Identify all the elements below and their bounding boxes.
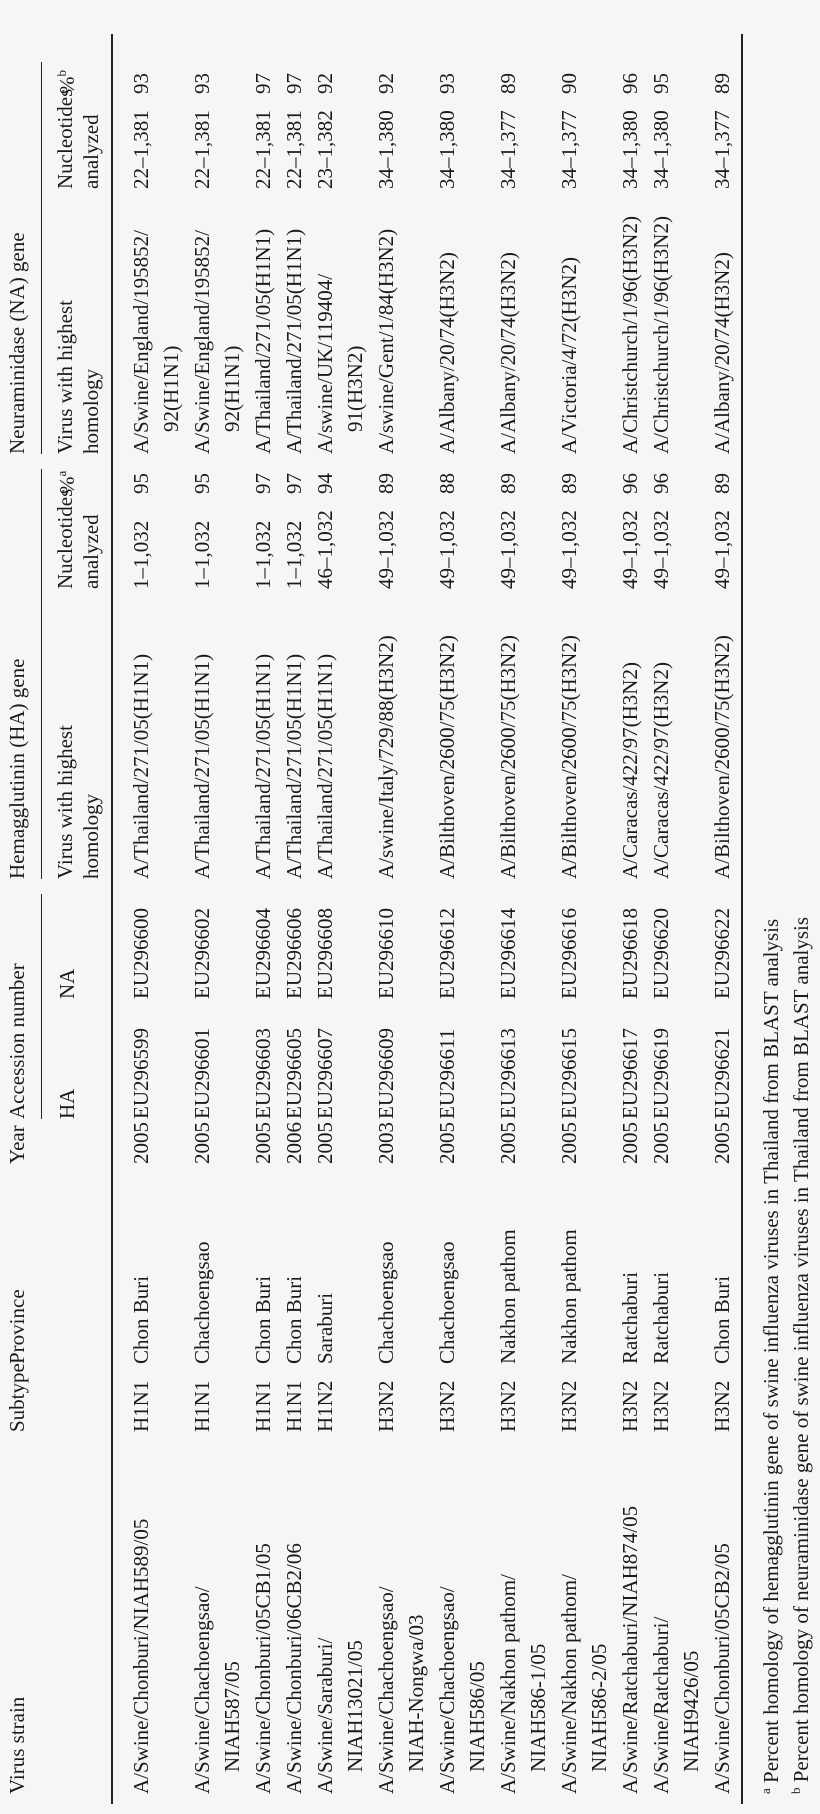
cell-line: A/Swine/Chonburi/NIAH589/05 xyxy=(129,1518,153,1794)
cell-na-acc: EU296600 xyxy=(129,908,153,999)
spanner-rule-na xyxy=(41,62,42,454)
cell-line: A/Victoria/4/72(H3N2) xyxy=(557,256,581,454)
cell-na-acc: EU296606 xyxy=(282,908,306,999)
cell-na-virus xyxy=(646,216,676,454)
cell-strain xyxy=(646,1617,706,1794)
cell-line: A/swine/UK/119404/ xyxy=(313,273,337,454)
cell-na-acc: EU296612 xyxy=(435,908,459,999)
cell-ha-acc: EU296619 xyxy=(649,1028,673,1119)
cell-line: A/Bilthoven/2600/75(H3N2) xyxy=(710,635,734,879)
cell-subtype: H3N2 xyxy=(557,1380,581,1432)
cell-na-pct: 97 xyxy=(251,73,275,94)
cell-ha-pct: 89 xyxy=(557,473,581,494)
cell-strain xyxy=(615,1506,645,1794)
cell-line: A/Thailand/271/05(H1N1) xyxy=(282,653,306,879)
cell-province: Chachoengsao xyxy=(435,1241,459,1364)
cell-subtype: H1N1 xyxy=(190,1380,214,1432)
cell-ha-nuc: 49–1,032 xyxy=(496,510,520,589)
cell-ha-nuc: 49–1,032 xyxy=(649,510,673,589)
cell-na-nuc: 34–1,380 xyxy=(374,110,398,189)
cell-na-virus xyxy=(371,229,401,454)
cell-na-pct: 92 xyxy=(313,73,337,94)
cell-na-acc: EU296620 xyxy=(649,908,673,999)
cell-line: A/swine/Gent/1/84(H3N2) xyxy=(374,228,398,454)
cell-line: A/Swine/England/195852/ xyxy=(129,230,153,454)
header-na-virus xyxy=(52,300,104,454)
cell-ha-pct: 89 xyxy=(496,473,520,494)
cell-province: Chachoengsao xyxy=(374,1241,398,1364)
cell-na-pct: 89 xyxy=(710,73,734,94)
cell-ha-virus xyxy=(126,654,156,879)
cell-na-nuc: 22–1,381 xyxy=(129,110,153,189)
cell-line: A/Caracas/422/97(H3N2) xyxy=(618,662,642,879)
cell-province: Chon Buri xyxy=(251,1275,275,1364)
cell-na-virus xyxy=(493,252,523,454)
cell-line: A/swine/Italy/729/88(H3N2) xyxy=(374,635,398,879)
table-row xyxy=(613,0,643,1814)
cell-ha-virus xyxy=(187,654,217,879)
cell-ha-pct: 96 xyxy=(649,473,673,494)
cell-line: A/Swine/Nakhon pathom/ xyxy=(496,1574,520,1794)
cell-line: NIAH587/05 xyxy=(220,1661,244,1772)
cell-ha-acc: EU296607 xyxy=(313,1028,337,1119)
cell-year: 2005 xyxy=(435,1122,459,1164)
cell-line: NIAH586-2/05 xyxy=(587,1643,611,1772)
cell-na-acc: EU296604 xyxy=(251,908,275,999)
cell-line: A/Swine/Ratchaburi/NIAH874/05 xyxy=(618,1505,642,1794)
cell-na-nuc: 22–1,381 xyxy=(190,110,214,189)
cell-subtype: H1N1 xyxy=(129,1380,153,1432)
cell-province: Nakhon pathom xyxy=(557,1229,581,1364)
cell-line: A/Swine/England/195852/ xyxy=(190,230,214,454)
cell-line: A/Thailand/271/05(H1N1) xyxy=(129,653,153,879)
cell-ha-virus xyxy=(432,635,462,879)
cell-province: Ratchaburi xyxy=(649,1271,673,1364)
cell-na-virus xyxy=(554,257,584,454)
footnote-text: Percent homology of hemagglutinin gene of swine influenza viruses in Thailand from BLAST analysis xyxy=(759,918,783,1783)
table-row xyxy=(644,0,704,1814)
cell-ha-pct: 96 xyxy=(618,473,642,494)
header-na-accession: NA xyxy=(55,968,79,999)
cell-line: A/Christchurch/1/96(H3N2) xyxy=(649,216,673,454)
table-row xyxy=(369,0,429,1814)
cell-strain xyxy=(707,1543,737,1794)
header-subtype: Subtype xyxy=(5,1363,29,1432)
cell-province: Chon Buri xyxy=(129,1275,153,1364)
cell-line: NIAH586/05 xyxy=(465,1661,489,1772)
cell-na-pct: 93 xyxy=(435,73,459,94)
cell-na-virus xyxy=(248,229,278,454)
cell-na-nuc: 34–1,380 xyxy=(618,110,642,189)
header-ha-percent xyxy=(52,471,82,494)
cell-na-nuc: 34–1,377 xyxy=(557,110,581,189)
header-rule xyxy=(111,34,113,1804)
cell-ha-pct: 89 xyxy=(374,473,398,494)
cell-ha-virus xyxy=(707,635,737,879)
cell-year: 2005 xyxy=(251,1122,275,1164)
cell-ha-virus xyxy=(646,662,676,879)
cell-ha-nuc: 46–1,032 xyxy=(313,510,337,589)
footnote-mark: b xyxy=(788,1787,803,1794)
cell-subtype: H3N2 xyxy=(496,1380,520,1432)
cell-year: 2005 xyxy=(313,1122,337,1164)
header-line: Virus with highest xyxy=(53,300,77,454)
cell-line: A/Bilthoven/2600/75(H3N2) xyxy=(496,635,520,879)
cell-ha-virus xyxy=(554,635,584,879)
cell-subtype: H1N1 xyxy=(282,1380,306,1432)
cell-na-acc: EU296602 xyxy=(190,908,214,999)
cell-ha-pct: 95 xyxy=(190,473,214,494)
cell-line: A/Albany/20/74(H3N2) xyxy=(710,252,734,454)
cell-na-virus xyxy=(187,230,247,454)
cell-strain xyxy=(432,1586,492,1794)
table-row xyxy=(124,0,184,1814)
cell-year: 2005 xyxy=(496,1122,520,1164)
cell-line: A/Swine/Chonburi/05CB2/05 xyxy=(710,1543,734,1794)
cell-ha-acc: EU296611 xyxy=(435,1028,459,1119)
footnote-mark: a xyxy=(54,470,69,477)
cell-province: Chachoengsao xyxy=(190,1241,214,1364)
cell-line: NIAH9426/05 xyxy=(679,1650,703,1772)
cell-na-nuc: 34–1,377 xyxy=(496,110,520,189)
cell-na-nuc: 34–1,380 xyxy=(435,110,459,189)
cell-ha-nuc: 49–1,032 xyxy=(618,510,642,589)
cell-na-nuc: 23–1,382 xyxy=(313,110,337,189)
cell-ha-pct: 88 xyxy=(435,473,459,494)
cell-subtype: H3N2 xyxy=(435,1380,459,1432)
cell-ha-acc: EU296609 xyxy=(374,1028,398,1119)
cell-ha-pct: 94 xyxy=(313,473,337,494)
cell-line: 91(H3N2) xyxy=(343,345,367,432)
cell-ha-virus xyxy=(248,654,278,879)
cell-year: 2005 xyxy=(129,1122,153,1164)
cell-line: A/Swine/Chonburi/05CB1/05 xyxy=(251,1543,275,1794)
cell-subtype: H3N2 xyxy=(649,1380,673,1432)
cell-line: A/Thailand/271/05(H1N1) xyxy=(251,228,275,454)
cell-strain xyxy=(371,1586,431,1794)
header-ha-nucleotides xyxy=(52,489,104,589)
group-header-accession: Accession number xyxy=(5,963,29,1119)
cell-ha-pct: 95 xyxy=(129,473,153,494)
cell-line: A/Albany/20/74(H3N2) xyxy=(496,252,520,454)
cell-ha-acc: EU296599 xyxy=(129,1028,153,1119)
cell-province: Ratchaburi xyxy=(618,1271,642,1364)
cell-ha-acc: EU296603 xyxy=(251,1028,275,1119)
cell-line: 92(H1N1) xyxy=(159,345,183,432)
cell-year: 2003 xyxy=(374,1122,398,1164)
header-year: Year xyxy=(5,1125,29,1164)
cell-ha-nuc: 1–1,032 xyxy=(190,520,214,589)
cell-na-virus xyxy=(279,229,309,454)
cell-year: 2005 xyxy=(557,1122,581,1164)
cell-na-pct: 92 xyxy=(374,73,398,94)
cell-line: A/Caracas/422/97(H3N2) xyxy=(649,662,673,879)
cell-ha-nuc: 49–1,032 xyxy=(435,510,459,589)
cell-ha-nuc: 49–1,032 xyxy=(557,510,581,589)
cell-ha-acc: EU296617 xyxy=(618,1028,642,1119)
spanner-rule-accession xyxy=(41,894,42,1119)
cell-na-nuc: 34–1,377 xyxy=(710,110,734,189)
header-ha-accession: HA xyxy=(55,1088,79,1119)
cell-ha-virus xyxy=(493,635,523,879)
cell-na-virus xyxy=(126,230,186,454)
cell-na-virus xyxy=(310,274,370,454)
cell-line: A/Swine/Chachoengsao/ xyxy=(435,1586,459,1794)
cell-line: A/Thailand/271/05(H1N1) xyxy=(313,653,337,879)
header-line: Nucleotides xyxy=(53,488,77,589)
cell-na-pct: 95 xyxy=(649,73,673,94)
cell-ha-nuc: 1–1,032 xyxy=(251,520,275,589)
table-row xyxy=(491,0,551,1814)
spanner-rule-ha xyxy=(41,469,42,879)
header-ha-virus xyxy=(52,725,104,879)
table-row xyxy=(705,0,735,1814)
cell-line: NIAH-Nongwa/03 xyxy=(404,1614,428,1772)
cell-ha-virus xyxy=(310,654,340,879)
cell-strain xyxy=(279,1543,309,1794)
header-line: homology xyxy=(79,793,103,879)
cell-line: NIAH586-1/05 xyxy=(526,1643,550,1772)
cell-ha-virus xyxy=(371,635,401,879)
cell-line: A/Swine/Chachoengsao/ xyxy=(190,1586,214,1794)
cell-subtype: H1N1 xyxy=(251,1380,275,1432)
cell-line: A/Thailand/271/05(H1N1) xyxy=(190,653,214,879)
cell-year: 2005 xyxy=(710,1122,734,1164)
cell-ha-acc: EU296601 xyxy=(190,1028,214,1119)
cell-ha-nuc: 49–1,032 xyxy=(374,510,398,589)
cell-na-virus xyxy=(615,216,645,454)
cell-line: A/Christchurch/1/96(H3N2) xyxy=(618,216,642,454)
cell-na-acc: EU296610 xyxy=(374,908,398,999)
cell-na-pct: 97 xyxy=(282,73,306,94)
table-row xyxy=(430,0,490,1814)
header-line: Virus with highest xyxy=(53,725,77,879)
cell-line: A/Thailand/271/05(H1N1) xyxy=(282,228,306,454)
cell-strain xyxy=(126,1519,156,1794)
cell-na-virus xyxy=(707,252,737,454)
cell-na-nuc: 34–1,380 xyxy=(649,110,673,189)
cell-na-pct: 96 xyxy=(618,73,642,94)
cell-subtype: H3N2 xyxy=(710,1380,734,1432)
cell-strain xyxy=(554,1574,614,1794)
cell-province: Nakhon pathom xyxy=(496,1229,520,1364)
cell-na-virus xyxy=(432,252,462,454)
cell-ha-acc: EU296605 xyxy=(282,1028,306,1119)
cell-year: 2005 xyxy=(649,1122,673,1164)
cell-line: A/Swine/Saraburi/ xyxy=(313,1637,337,1794)
cell-na-nuc: 22–1,381 xyxy=(251,110,275,189)
cell-province: Saraburi xyxy=(313,1292,337,1364)
footnote-mark: b xyxy=(54,70,69,77)
header-text: % xyxy=(55,476,79,494)
cell-na-pct: 89 xyxy=(496,73,520,94)
header-province: Province xyxy=(5,1289,29,1364)
cell-subtype: H3N2 xyxy=(618,1380,642,1432)
cell-ha-virus xyxy=(615,662,645,879)
table-row xyxy=(185,0,245,1814)
bottom-rule xyxy=(741,34,743,1804)
header-na-percent xyxy=(52,70,82,94)
table-row xyxy=(246,0,276,1814)
table-row xyxy=(277,0,307,1814)
header-line: analyzed xyxy=(79,514,103,589)
cell-line: 92(H1N1) xyxy=(220,345,244,432)
cell-year: 2005 xyxy=(190,1122,214,1164)
header-line: Nucleotides xyxy=(53,88,77,189)
header-na-nucleotides xyxy=(52,89,104,189)
cell-na-acc: EU296622 xyxy=(710,908,734,999)
header-virus-strain: Virus strain xyxy=(5,1696,29,1794)
cell-strain xyxy=(493,1574,553,1794)
cell-province: Chon Buri xyxy=(710,1275,734,1364)
cell-na-nuc: 22–1,381 xyxy=(282,110,306,189)
cell-strain xyxy=(187,1586,247,1794)
cell-ha-pct: 89 xyxy=(710,473,734,494)
cell-line: NIAH13021/05 xyxy=(343,1640,367,1772)
footnote-mark: a xyxy=(758,1788,773,1794)
cell-line: A/Bilthoven/2600/75(H3N2) xyxy=(435,635,459,879)
cell-province: Chon Buri xyxy=(282,1275,306,1364)
cell-ha-pct: 97 xyxy=(282,473,306,494)
cell-strain xyxy=(310,1638,370,1794)
cell-ha-pct: 97 xyxy=(251,473,275,494)
cell-na-pct: 90 xyxy=(557,73,581,94)
table-row xyxy=(552,0,612,1814)
footnote-a xyxy=(756,919,786,1794)
cell-na-acc: EU296614 xyxy=(496,908,520,999)
cell-line: A/Swine/Ratchaburi/ xyxy=(649,1616,673,1794)
header-text: % xyxy=(55,76,79,94)
table-row xyxy=(308,0,368,1814)
group-header-na: Neuraminidase (NA) gene xyxy=(5,232,29,454)
cell-line: A/Swine/Chonburi/06CB2/06 xyxy=(282,1543,306,1794)
cell-ha-virus xyxy=(279,654,309,879)
cell-ha-acc: EU296615 xyxy=(557,1028,581,1119)
cell-line: A/Bilthoven/2600/75(H3N2) xyxy=(557,635,581,879)
header-line: homology xyxy=(79,368,103,454)
group-header-ha: Hemagglutinin (HA) gene xyxy=(5,658,29,879)
cell-subtype: H1N2 xyxy=(313,1380,337,1432)
cell-na-acc: EU296618 xyxy=(618,908,642,999)
cell-strain xyxy=(248,1543,278,1794)
cell-year: 2006 xyxy=(282,1122,306,1164)
header-line: analyzed xyxy=(79,114,103,189)
cell-line: A/Swine/Chachoengsao/ xyxy=(374,1586,398,1794)
cell-na-acc: EU296608 xyxy=(313,908,337,999)
cell-na-acc: EU296616 xyxy=(557,908,581,999)
cell-na-pct: 93 xyxy=(190,73,214,94)
cell-na-pct: 93 xyxy=(129,73,153,94)
cell-line: A/Albany/20/74(H3N2) xyxy=(435,252,459,454)
cell-ha-nuc: 1–1,032 xyxy=(129,520,153,589)
cell-line: A/Swine/Nakhon pathom/ xyxy=(557,1574,581,1794)
footnote-text: Percent homology of neuraminidase gene of swine influenza viruses in Thailand from BLAST analysis xyxy=(789,916,813,1783)
cell-ha-acc: EU296621 xyxy=(710,1028,734,1119)
cell-ha-nuc: 1–1,032 xyxy=(282,520,306,589)
cell-ha-nuc: 49–1,032 xyxy=(710,510,734,589)
cell-ha-acc: EU296613 xyxy=(496,1028,520,1119)
cell-line: A/Thailand/271/05(H1N1) xyxy=(251,653,275,879)
cell-subtype: H3N2 xyxy=(374,1380,398,1432)
footnote-b xyxy=(786,917,816,1794)
cell-year: 2005 xyxy=(618,1122,642,1164)
